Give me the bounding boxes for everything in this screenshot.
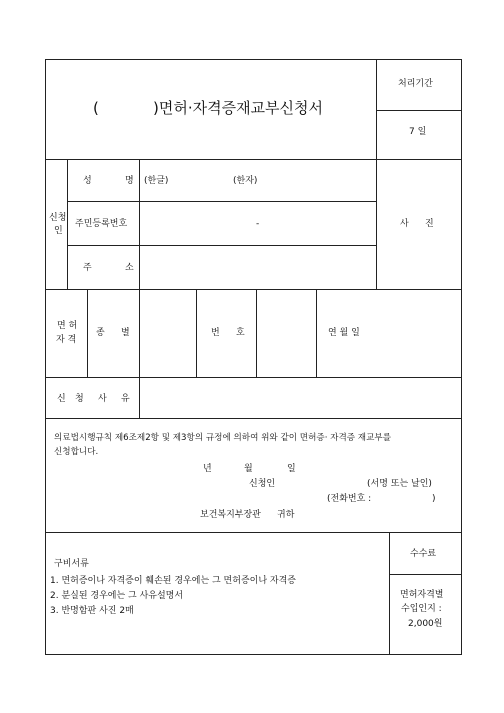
- phone-label: (전화번호 :: [327, 494, 372, 504]
- fee-line-3: 2,000원: [408, 619, 443, 629]
- processing-period-value: 7 일: [409, 127, 427, 137]
- name-label-2: 명: [125, 176, 134, 186]
- documents-item-2: 2. 분실된 경우에는 그 사유설명서: [50, 591, 184, 601]
- license-type-label-2: 별: [121, 328, 130, 338]
- license-number-label-1: 번: [211, 328, 220, 338]
- address-field[interactable]: [140, 246, 376, 289]
- title-open-paren: (: [93, 99, 99, 117]
- honorific: 귀하: [277, 510, 295, 520]
- license-number-label-2: 호: [236, 328, 245, 338]
- declaration-line-2: 신청합니다.: [54, 447, 99, 457]
- applicant-group-label-1: 신청: [49, 213, 67, 223]
- line-period-mid: [376, 110, 462, 111]
- line-title-bottom: [45, 159, 462, 160]
- border-left: [45, 59, 46, 655]
- license-date-label: 연 월 일: [328, 328, 360, 338]
- signature-note: (서명 또는 날인): [367, 479, 432, 489]
- resident-no-field[interactable]: -: [256, 219, 260, 229]
- line-applicant-group: [67, 159, 68, 290]
- license-date-field[interactable]: [377, 290, 461, 377]
- documents-title: 구비서류: [54, 559, 89, 569]
- border-right: [461, 59, 462, 655]
- reason-label-4: 유: [121, 394, 130, 404]
- date-day-label: 일: [287, 464, 296, 474]
- line-license-number-value: [316, 289, 317, 378]
- resident-no-label: 주민등록번호: [75, 219, 128, 229]
- name-label-1: 성: [83, 176, 92, 186]
- address-label-2: 소: [125, 263, 134, 273]
- line-fee-column: [389, 532, 390, 655]
- applicant-signature-label: 신청인: [249, 479, 276, 489]
- fee-label: 수수료: [410, 549, 437, 559]
- line-license-type-value: [196, 289, 197, 378]
- declaration-line-1: 의료법시행규칙 제6조제2항 및 제3항의 규정에 의하여 위와 같이 면허증· 자격증 재교부를: [54, 433, 392, 443]
- license-type-label-1: 종: [96, 328, 105, 338]
- name-hanja-field[interactable]: (한자): [233, 176, 258, 186]
- fee-line-2: 수입인지 :: [401, 604, 442, 614]
- line-reason-bottom: [45, 418, 462, 419]
- license-number-field[interactable]: [257, 290, 316, 377]
- line-declaration-bottom: [45, 532, 462, 533]
- date-year-label: 년: [203, 464, 212, 474]
- name-korean-field[interactable]: (한글): [144, 176, 169, 186]
- address-label-1: 주: [83, 263, 92, 273]
- license-type-field[interactable]: [140, 290, 196, 377]
- phone-close-paren: ): [432, 494, 436, 504]
- photo-label-2: 진: [425, 219, 434, 229]
- license-group-label-1: 면 허: [57, 321, 78, 331]
- form-title: )면허·자격증재교부신청서: [153, 99, 324, 117]
- documents-item-1: 1. 면허증이나 자격증이 훼손된 경우에는 그 면허증이나 자격증: [50, 576, 296, 586]
- license-group-label-2: 자 격: [56, 335, 77, 345]
- applicant-group-label-2: 인: [54, 226, 63, 236]
- border-bottom: [45, 654, 462, 655]
- reason-field[interactable]: [140, 378, 461, 418]
- processing-period-label: 처리기간: [398, 79, 433, 89]
- addressee: 보건복지부장관: [200, 510, 261, 520]
- reason-label-3: 사: [98, 394, 107, 404]
- photo-label-1: 사: [400, 219, 409, 229]
- reason-label-1: 신: [57, 394, 66, 404]
- line-fee-mid: [389, 574, 462, 575]
- border-top: [45, 59, 462, 60]
- line-right-column: [376, 59, 377, 290]
- reason-label-2: 청: [75, 394, 84, 404]
- documents-item-3: 3. 반명함판 사진 2매: [50, 606, 134, 616]
- line-license-group: [87, 289, 88, 378]
- fee-line-1: 면허자격별: [400, 590, 444, 600]
- date-month-label: 월: [244, 464, 253, 474]
- line-name-bottom: [67, 201, 376, 202]
